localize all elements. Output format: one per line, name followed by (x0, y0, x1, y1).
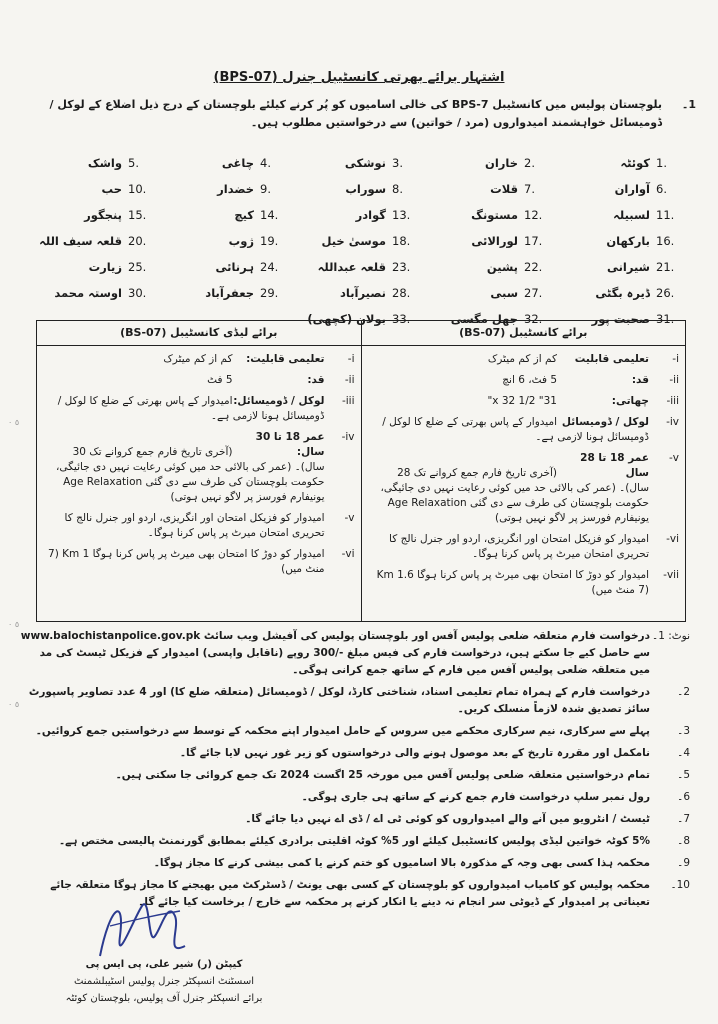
district-number: 7. (524, 182, 535, 196)
requirement-label: تعلیمی قابلیت (574, 353, 649, 365)
district-cell (286, 286, 418, 300)
note-item (20, 767, 696, 784)
district-number: 19. (260, 234, 279, 248)
district-cell (418, 286, 550, 300)
district-cell (418, 182, 550, 196)
district-cell (154, 156, 286, 170)
requirement-number: vi- (666, 533, 679, 545)
male-table-heading: برائے کانسٹیبل (BS-07) (362, 321, 686, 346)
district-name: پنجگور (84, 208, 122, 222)
district-cell (550, 286, 682, 300)
district-number: 25. (128, 260, 147, 274)
requirement-value: کم از کم میٹرک (163, 353, 233, 365)
district-number: 29. (260, 286, 279, 300)
district-number: 20. (128, 234, 147, 248)
district-name: شیرانی (606, 260, 650, 274)
district-number: 11. (656, 208, 675, 222)
district-cell (154, 208, 286, 222)
district-number: 23. (392, 260, 411, 274)
note-number: 5۔ (677, 769, 690, 781)
district-cell (418, 208, 550, 222)
note-text: نامکمل اور مقررہ تاریخ کے بعد موصول ہونے والی درخواستوں کو زیر غور نہیں لایا جائے گا۔ (179, 747, 650, 759)
district-name: موسیٰ خیل (321, 234, 386, 248)
district-number: 32. (524, 312, 543, 326)
requirement-value: امیدوار کو فزیکل امتحان اور انگریزی، اردو اور جنرل نالج کا تحریری امتحان میرٹ پر پاس کرنا ہوگا۔ (389, 533, 649, 560)
note-number: نوٹ: 1۔ (652, 630, 690, 642)
requirement-row (362, 352, 686, 367)
district-name: اوستہ محمد (54, 286, 122, 300)
note-number: 9۔ (677, 857, 690, 869)
district-name: کیچ (234, 208, 254, 222)
note-item (20, 811, 696, 828)
district-cell (154, 234, 286, 248)
notes-section (20, 628, 696, 916)
note-item (20, 833, 696, 850)
requirement-value: 31" x 32 1/2" (487, 395, 557, 407)
margin-mark: ٥ ٠ (8, 700, 20, 709)
district-cell (286, 234, 418, 248)
district-number: 28. (392, 286, 411, 300)
district-cell (418, 260, 550, 274)
district-number: 9. (260, 182, 271, 196)
margin-mark: ٥ ٠ (8, 418, 20, 427)
district-cell (286, 260, 418, 274)
requirement-number: ii- (669, 374, 679, 386)
requirement-row (362, 451, 686, 526)
requirement-number: i- (672, 353, 679, 365)
district-name: صحبت پور (591, 312, 650, 326)
note-item (20, 684, 696, 718)
district-name: کوئٹہ (620, 156, 650, 170)
eligibility-tables (36, 320, 686, 622)
requirement-value: (آخری تاریخ فارم جمع کروانے تک 28 سال)۔ (عمر کی بالائی حد میں کوئی رعایت نہیں دی جائیگی، حکومت بلوچستان کی طرف سے دی گئی Age Relaxation یونیفارم فورسز پر لاگو نہیں ہوتی) (380, 467, 649, 524)
district-name: قلات (490, 182, 518, 196)
intro-number: 1۔ (681, 98, 696, 111)
district-name: خاران (485, 156, 518, 170)
lady-constable-table (37, 321, 361, 621)
district-cell (286, 182, 418, 196)
requirement-label: قد: (631, 374, 649, 386)
note-item (20, 745, 696, 762)
district-number: 4. (260, 156, 271, 170)
district-row (22, 176, 682, 202)
female-table-heading: برائے لیڈی کانسٹیبل (BS-07) (37, 321, 361, 346)
requirement-value: امیدوار کو دوڑ کا امتحان بھی میرٹ پر پاس کرنا ہوگا 1 Km (7 منٹ میں) (48, 548, 325, 575)
district-name: قلعہ عبداللہ (317, 260, 386, 274)
requirement-number: ii- (344, 374, 355, 386)
intro-paragraph (20, 96, 696, 132)
margin-mark: ٥ ٠ (8, 620, 20, 629)
district-number: 21. (656, 260, 675, 274)
district-number: 22. (524, 260, 543, 274)
district-number: 16. (656, 234, 675, 248)
district-number: 31. (656, 312, 675, 326)
requirement-row (37, 547, 361, 577)
district-cell (550, 260, 682, 274)
requirement-value: 5 فٹ، 6 انچ (502, 374, 557, 386)
district-number: 12. (524, 208, 543, 222)
district-name: مستونگ (471, 208, 518, 222)
district-cell (418, 234, 550, 248)
requirement-number: vii- (663, 569, 679, 581)
district-cell (22, 208, 154, 222)
district-cell (22, 286, 154, 300)
requirement-value: امیدوار کو فزیکل امتحان اور انگریزی، اردو اور جنرل نالج کا تحریری امتحان میرٹ پر پاس کرنا ہوگا۔ (64, 512, 325, 539)
district-number: 1. (656, 156, 667, 170)
district-number: 27. (524, 286, 543, 300)
district-name: ہرنائی (215, 260, 254, 274)
note-text: محکمہ ہذا کسی بھی وجہ کے مذکورہ بالا اسامیوں کو ختم کرنے یا کمی بیشی کرنے کا مجاز ہوگا۔ (153, 857, 650, 869)
requirement-label: قد: (307, 374, 325, 386)
signatory-name: کیپٹن (ر) شیر علی، پی ایس پی (85, 959, 243, 970)
district-number: 15. (128, 208, 147, 222)
note-text: درخواست فارم کے ہمراہ تمام تعلیمی اسناد، شناختی کارڈ، لوکل / ڈومیسائل (متعلقہ ضلع کا) اور 4 عدد تصاویر پاسپورٹ سائز تصدیق شدہ لازماً منسلک کریں۔ (28, 686, 650, 715)
requirement-number: i- (347, 353, 355, 365)
requirement-row (37, 511, 361, 541)
district-cell (286, 156, 418, 170)
requirement-label: تعلیمی قابلیت: (246, 353, 325, 365)
district-number: 10. (128, 182, 147, 196)
note-number: 2۔ (677, 686, 690, 698)
district-cell (550, 156, 682, 170)
requirement-label: لوکل / ڈومیسائل (561, 416, 649, 428)
district-number: 30. (128, 286, 147, 300)
district-cell (22, 260, 154, 274)
district-name: نصیرآباد (340, 286, 386, 300)
district-name: سبی (490, 286, 518, 300)
district-row (22, 280, 682, 306)
district-name: قلعہ سیف اللہ (39, 234, 122, 248)
requirement-label: چھاتی: (611, 395, 649, 407)
note-text: رول نمبر سلپ درخواست فارم جمع کرنے کے ساتھ ہی جاری ہوگی۔ (301, 791, 650, 803)
district-name: سوراب (345, 182, 386, 196)
note-item (20, 855, 696, 872)
note-text: 5% کوٹہ خواتین لیڈی پولیس کانسٹیبل کیلئے اور 5% کوٹہ اقلیتی برادری کیلئے بمطابق گورنمنٹ پالیسی مختص ہے۔ (59, 835, 650, 847)
note-text: ٹیسٹ / انٹرویو میں آنے والے امیدواروں کو کوئی ٹی اے / ڈی اے نہیں دیا جائے گا۔ (245, 813, 650, 825)
district-cell (550, 234, 682, 248)
requirement-value: (آخری تاریخ فارم جمع کروانے تک 30 سال)۔ (عمر کی بالائی حد میں کوئی رعایت نہیں دی جائیگی، حکومت بلوچستان کی طرف سے دی گئی Age Relaxation یونیفارم فورسز پر لاگو نہیں ہوتی) (55, 446, 325, 503)
district-row (22, 202, 682, 228)
district-name: حب (101, 182, 122, 196)
requirement-row (37, 430, 361, 505)
requirement-number: iii- (341, 395, 355, 407)
note-number: 3۔ (677, 725, 690, 737)
district-cell (550, 208, 682, 222)
requirement-row (362, 394, 686, 409)
note-text: پہلے سے سرکاری، نیم سرکاری محکمے میں سروس کے حامل امیدوار اپنے محکمہ کے توسط سے درخواستیں جمع کروائیں۔ (35, 725, 650, 737)
requirement-label: عمر 18 تا 30 سال: (255, 431, 325, 458)
district-number: 8. (392, 182, 403, 196)
requirement-value: امیدوار کے پاس بھرتی کے ضلع کا لوکل / ڈومیسائل ہونا لازمی ہے۔ (382, 416, 649, 443)
district-name: جعفرآباد (205, 286, 254, 300)
requirement-row (37, 373, 361, 388)
district-name: بولان (کچھی) (307, 312, 386, 326)
district-name: جھل مگسی (450, 312, 518, 326)
district-number: 3. (392, 156, 403, 170)
district-name: پشین (486, 260, 518, 274)
district-number: 13. (392, 208, 411, 222)
district-number: 17. (524, 234, 543, 248)
page-title: اشتہار برائے بھرتی کانسٹیبل جنرل (BPS-07) (213, 70, 505, 85)
district-name: زیارت (88, 260, 122, 274)
district-cell (154, 182, 286, 196)
signatory-block (44, 956, 284, 1007)
requirement-row (362, 568, 686, 598)
requirement-value: امیدوار کو دوڑ کا امتحان بھی میرٹ پر پاس کرنا ہوگا 1.6 Km (7 منٹ میں) (376, 569, 649, 596)
district-number: 26. (656, 286, 675, 300)
requirement-row (362, 415, 686, 445)
requirement-row (362, 532, 686, 562)
district-cell (286, 208, 418, 222)
district-name: لسبیلہ (613, 208, 650, 222)
district-row (22, 228, 682, 254)
requirement-row (37, 352, 361, 367)
note-item (20, 789, 696, 806)
requirement-row (362, 373, 686, 388)
requirement-value: 5 فٹ (207, 374, 233, 386)
district-name: گوادر (355, 208, 386, 222)
note-item (20, 723, 696, 740)
requirement-number: v- (344, 512, 355, 524)
district-number: 24. (260, 260, 279, 274)
district-name: لورالائی (471, 234, 518, 248)
district-cell (22, 234, 154, 248)
district-name: خضدار (217, 182, 254, 196)
district-name: واشک (87, 156, 122, 170)
district-name: چاغی (221, 156, 254, 170)
district-row (22, 254, 682, 280)
note-item (20, 628, 696, 679)
district-cell (22, 182, 154, 196)
requirement-row (37, 394, 361, 424)
requirement-number: iv- (666, 416, 679, 428)
district-name: آواران (614, 182, 650, 196)
district-name: ژوب (228, 234, 254, 248)
note-text: تمام درخواستیں متعلقہ ضلعی پولیس آفس میں مورخہ 25 اگست 2024 تک جمع کروائی جا سکتی ہیں۔ (115, 769, 650, 781)
requirement-number: vi- (341, 548, 355, 560)
district-number: 6. (656, 182, 667, 196)
district-cell (418, 156, 550, 170)
district-cell (154, 286, 286, 300)
requirement-number: iv- (341, 431, 355, 443)
note-number: 6۔ (677, 791, 690, 803)
district-cell (154, 260, 286, 274)
district-name: ڈیرہ بگٹی (595, 286, 650, 300)
requirement-value: امیدوار کے پاس بھرتی کے ضلع کا لوکل / ڈومیسائل ہونا لازمی ہے۔ (57, 395, 325, 422)
signatory-office: برائے انسپکٹر جنرل آف پولیس، بلوچستان کوئٹہ (65, 993, 263, 1004)
intro-text: بلوچستان پولیس میں کانسٹیبل BPS-7 کی خالی اسامیوں کو پُر کرنے کیلئے بلوچستان کے درج ذیل اضلاع کے لوکل / ڈومیسائل خواہشمند امیدواروں (مرد / خواتین) سے درخواستیں مطلوب ہیں۔ (49, 98, 662, 129)
note-text: درخواست فارم متعلقہ ضلعی پولیس آفس اور بلوچستان پولیس کی آفیشل ویب سائٹ www.balochistanpolice.gov.pk سے حاصل کیے جا سکتے ہیں، درخواست فارم کی فیس مبلغ -/300 روپے (ناقابل واپسی) امیدوار کے فزیکل ٹیسٹ کی مد میں متعلقہ ضلعی پولیس آفس میں فارم کے ساتھ جمع کرانی ہوگی۔ (20, 630, 650, 676)
district-cell (22, 156, 154, 170)
district-name: نوشکی (344, 156, 386, 170)
district-list (22, 150, 682, 332)
male-constable-table (361, 321, 686, 621)
requirement-number: iii- (666, 395, 679, 407)
requirement-label: لوکل / ڈومیسائل: (233, 395, 325, 407)
note-number: 10۔ (670, 879, 690, 891)
requirement-label: عمر 18 تا 28 سال (580, 452, 649, 479)
note-number: 4۔ (677, 747, 690, 759)
district-row (22, 150, 682, 176)
note-text: محکمہ پولیس کو کامیاب امیدواروں کو بلوچستان کے کسی بھی یونٹ / ڈسٹرکٹ میں بھیجنے کا مجاز ہوگا متعلقہ جائے تعیناتی پر امیدوار کے ڈیوٹی سر انجام نہ دینے یا انکار کرنے پر محکمہ سے خارج / برخاست کیا جائے گا۔ (50, 879, 650, 908)
district-cell (550, 182, 682, 196)
district-number: 2. (524, 156, 535, 170)
requirement-number: v- (668, 452, 679, 464)
district-number: 5. (128, 156, 139, 170)
requirement-value: کم از کم میٹرک (487, 353, 557, 365)
note-number: 8۔ (677, 835, 690, 847)
district-number: 18. (392, 234, 411, 248)
note-number: 7۔ (677, 813, 690, 825)
district-number: 14. (260, 208, 279, 222)
district-name: بارکھان (606, 234, 650, 248)
district-number: 33. (392, 312, 411, 326)
signatory-title: اسسٹنٹ انسپکٹر جنرل پولیس اسٹیبلشمنٹ (73, 976, 254, 987)
